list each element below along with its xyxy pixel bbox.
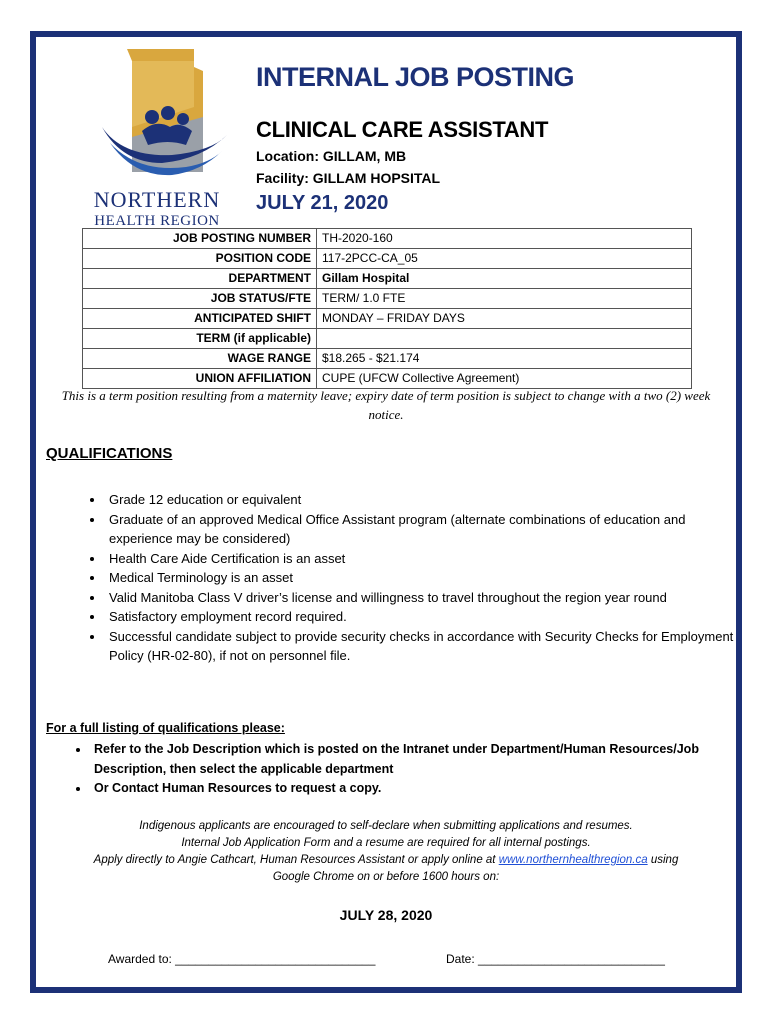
list-item: • Medical Terminology is an asset	[105, 568, 745, 588]
logo-northern-text: NORTHERN	[93, 187, 221, 212]
detail-label: DEPARTMENT	[83, 269, 317, 289]
list-item: • Or Contact Human Resources to request a copy.	[90, 779, 710, 799]
table-row	[83, 289, 692, 309]
list-item: • Health Care Aide Certification is an asset	[105, 549, 745, 569]
manitoba-emblem-icon	[82, 47, 232, 187]
awarded-to-field: Awarded to: ______________________________	[108, 952, 376, 966]
full-listing-heading: For a full listing of qualifications please:	[46, 721, 285, 735]
qualifications-list	[85, 490, 745, 666]
detail-value: TH-2020-160	[317, 229, 692, 249]
list-item: • Valid Manitoba Class V driver’s license and willingness to travel throughout the region year round	[105, 588, 745, 608]
detail-label: WAGE RANGE	[83, 349, 317, 369]
table-row	[83, 349, 692, 369]
logo-health-region-text: HEALTH REGION	[94, 213, 220, 229]
closing-instructions	[46, 818, 726, 886]
detail-value: $18.265 - $21.174	[317, 349, 692, 369]
detail-value: Gillam Hospital	[317, 269, 692, 289]
term-note: This is a term position resulting from a maternity leave; expiry date of term position is subject to change with a two (2) week notice.	[61, 388, 711, 422]
date-field: Date: ____________________________	[446, 952, 665, 966]
facility-text: Facility: GILLAM HOPSITAL	[256, 170, 441, 186]
location-text: Location: GILLAM, MB	[256, 148, 407, 164]
page-frame	[30, 31, 742, 993]
self-declare-text: Indigenous applicants are encouraged to self-declare when submitting applications and resumes.	[139, 820, 633, 832]
detail-value: CUPE (UFCW Collective Agreement)	[317, 369, 692, 389]
detail-label: ANTICIPATED SHIFT	[83, 309, 317, 329]
list-item: • Grade 12 education or equivalent	[105, 490, 745, 510]
table-row	[83, 249, 692, 269]
apply-text-end: using	[647, 854, 679, 866]
detail-value	[317, 329, 692, 349]
detail-label: TERM (if applicable)	[83, 329, 317, 349]
detail-label: POSITION CODE	[83, 249, 317, 269]
detail-label: UNION AFFILIATION	[83, 369, 317, 389]
website-link[interactable]: www.northernhealthregion.ca	[498, 854, 648, 866]
table-row	[83, 269, 692, 289]
full-listing-list	[70, 740, 710, 799]
apply-line	[46, 852, 726, 869]
page-title: INTERNAL JOB POSTING	[256, 62, 575, 92]
qualifications-heading: QUALIFICATIONS	[46, 445, 173, 462]
detail-label: JOB POSTING NUMBER	[83, 229, 317, 249]
table-row	[83, 229, 692, 249]
apply-text: Apply directly to Angie Cathcart, Human Resources Assistant or apply online at	[93, 854, 499, 866]
northern-health-region-logo	[82, 47, 232, 237]
closing-date: JULY 28, 2020	[339, 907, 433, 923]
deadline-text: Google Chrome on or before 1600 hours on:	[272, 871, 500, 883]
list-item: • Refer to the Job Description which is posted on the Intranet under Department/Human Resources/Job Description, then select the applicable department	[90, 740, 710, 779]
application-requirement-text: Internal Job Application Form and a resume are required for all internal postings.	[181, 837, 591, 849]
list-item: • Graduate of an approved Medical Office Assistant program (alternate combinations of education and experience may be considered)	[105, 510, 745, 549]
posting-date: JULY 21, 2020	[256, 192, 389, 214]
detail-value: TERM/ 1.0 FTE	[317, 289, 692, 309]
list-item: • Satisfactory employment record required.	[105, 607, 745, 627]
table-row	[83, 309, 692, 329]
table-row	[83, 329, 692, 349]
detail-value: MONDAY – FRIDAY DAYS	[317, 309, 692, 329]
job-details-table	[82, 228, 692, 389]
detail-value: 117-2PCC-CA_05	[317, 249, 692, 269]
list-item: • Successful candidate subject to provide security checks in accordance with Security Checks for Employment Policy (HR-02-80), if not on personnel file.	[105, 627, 745, 666]
position-title: CLINICAL CARE ASSISTANT	[256, 117, 549, 142]
detail-label: JOB STATUS/FTE	[83, 289, 317, 309]
